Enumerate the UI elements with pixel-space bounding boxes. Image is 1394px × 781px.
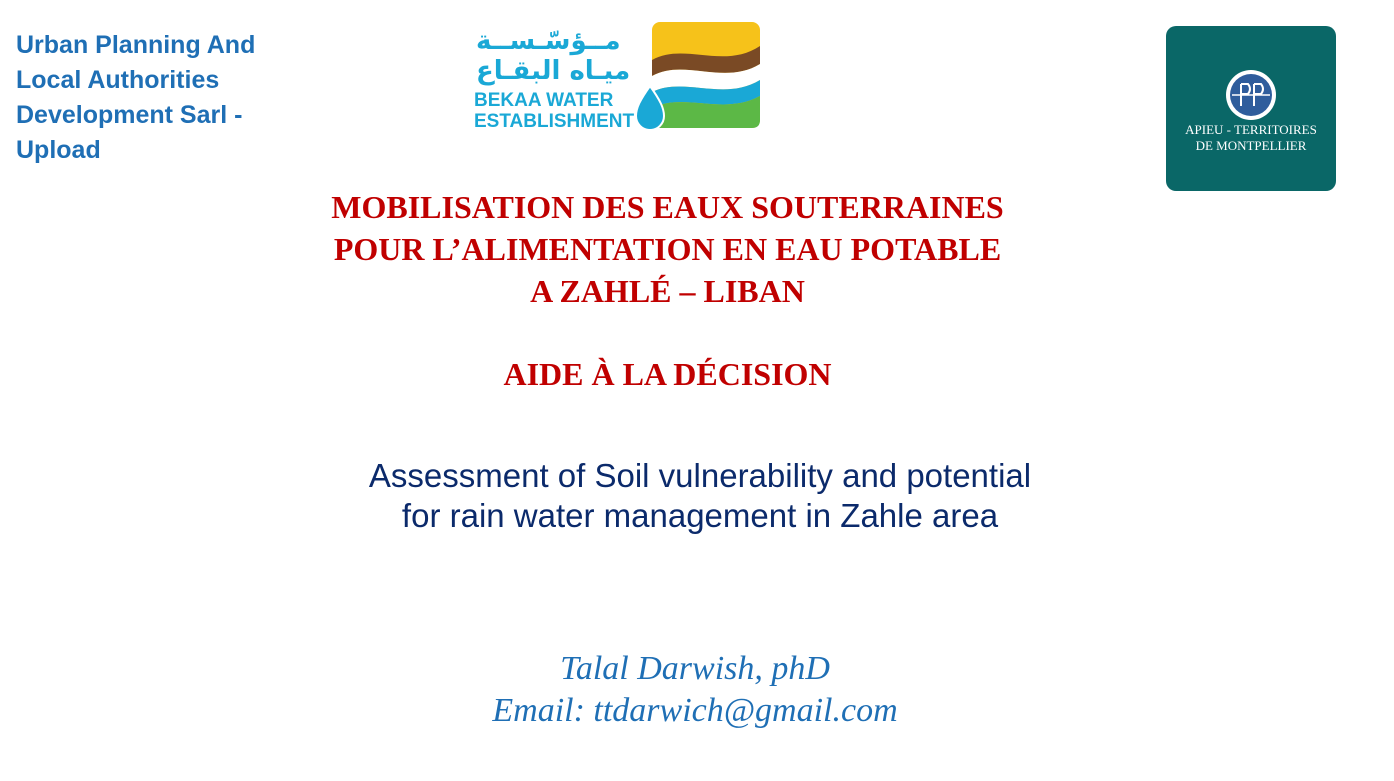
uploader-line: Urban Planning And xyxy=(16,31,256,59)
bekaa-logo-english-line: BEKAA WATER xyxy=(474,90,614,111)
main-title xyxy=(200,186,1135,312)
subtitle-line: Assessment of Soil vulnerability and potential xyxy=(368,457,1032,494)
uploader-line: Local Authorities xyxy=(16,66,220,94)
decision-heading: AIDE À LA DÉCISION xyxy=(503,356,832,392)
author-name: Talal Darwish, phD xyxy=(560,650,830,687)
water-drop-landscape-icon xyxy=(634,20,762,132)
apieu-logo-line: APIEU - TERRITOIRES xyxy=(1185,122,1317,137)
apieu-logo-line: DE MONTPELLIER xyxy=(1195,138,1307,153)
author-email: Email: ttdarwich@gmail.com xyxy=(492,692,898,729)
main-title-line: A ZAHLÉ – LIBAN xyxy=(530,273,805,309)
uploader-line: Upload xyxy=(16,136,101,164)
author-block xyxy=(350,648,1040,732)
uploader-credit xyxy=(16,28,276,168)
uploader-line: Development Sarl - xyxy=(16,101,243,129)
bekaa-logo-english-line: ESTABLISHMENT xyxy=(474,111,635,132)
bekaa-logo-arabic-line: ميـاه البقـاع xyxy=(476,56,631,86)
subtitle-line: for rain water management in Zahle area xyxy=(401,497,999,534)
main-title-line: MOBILISATION DES EAUX SOUTERRAINES xyxy=(331,189,1004,225)
main-title-line: POUR L’ALIMENTATION EN EAU POTABLE xyxy=(333,231,1002,267)
apieu-emblem-icon xyxy=(1224,68,1278,122)
bekaa-water-logo xyxy=(470,20,762,138)
subtitle xyxy=(250,456,1150,536)
apieu-logo xyxy=(1166,26,1336,191)
bekaa-logo-arabic-line: مــؤسّـســة xyxy=(476,26,621,56)
